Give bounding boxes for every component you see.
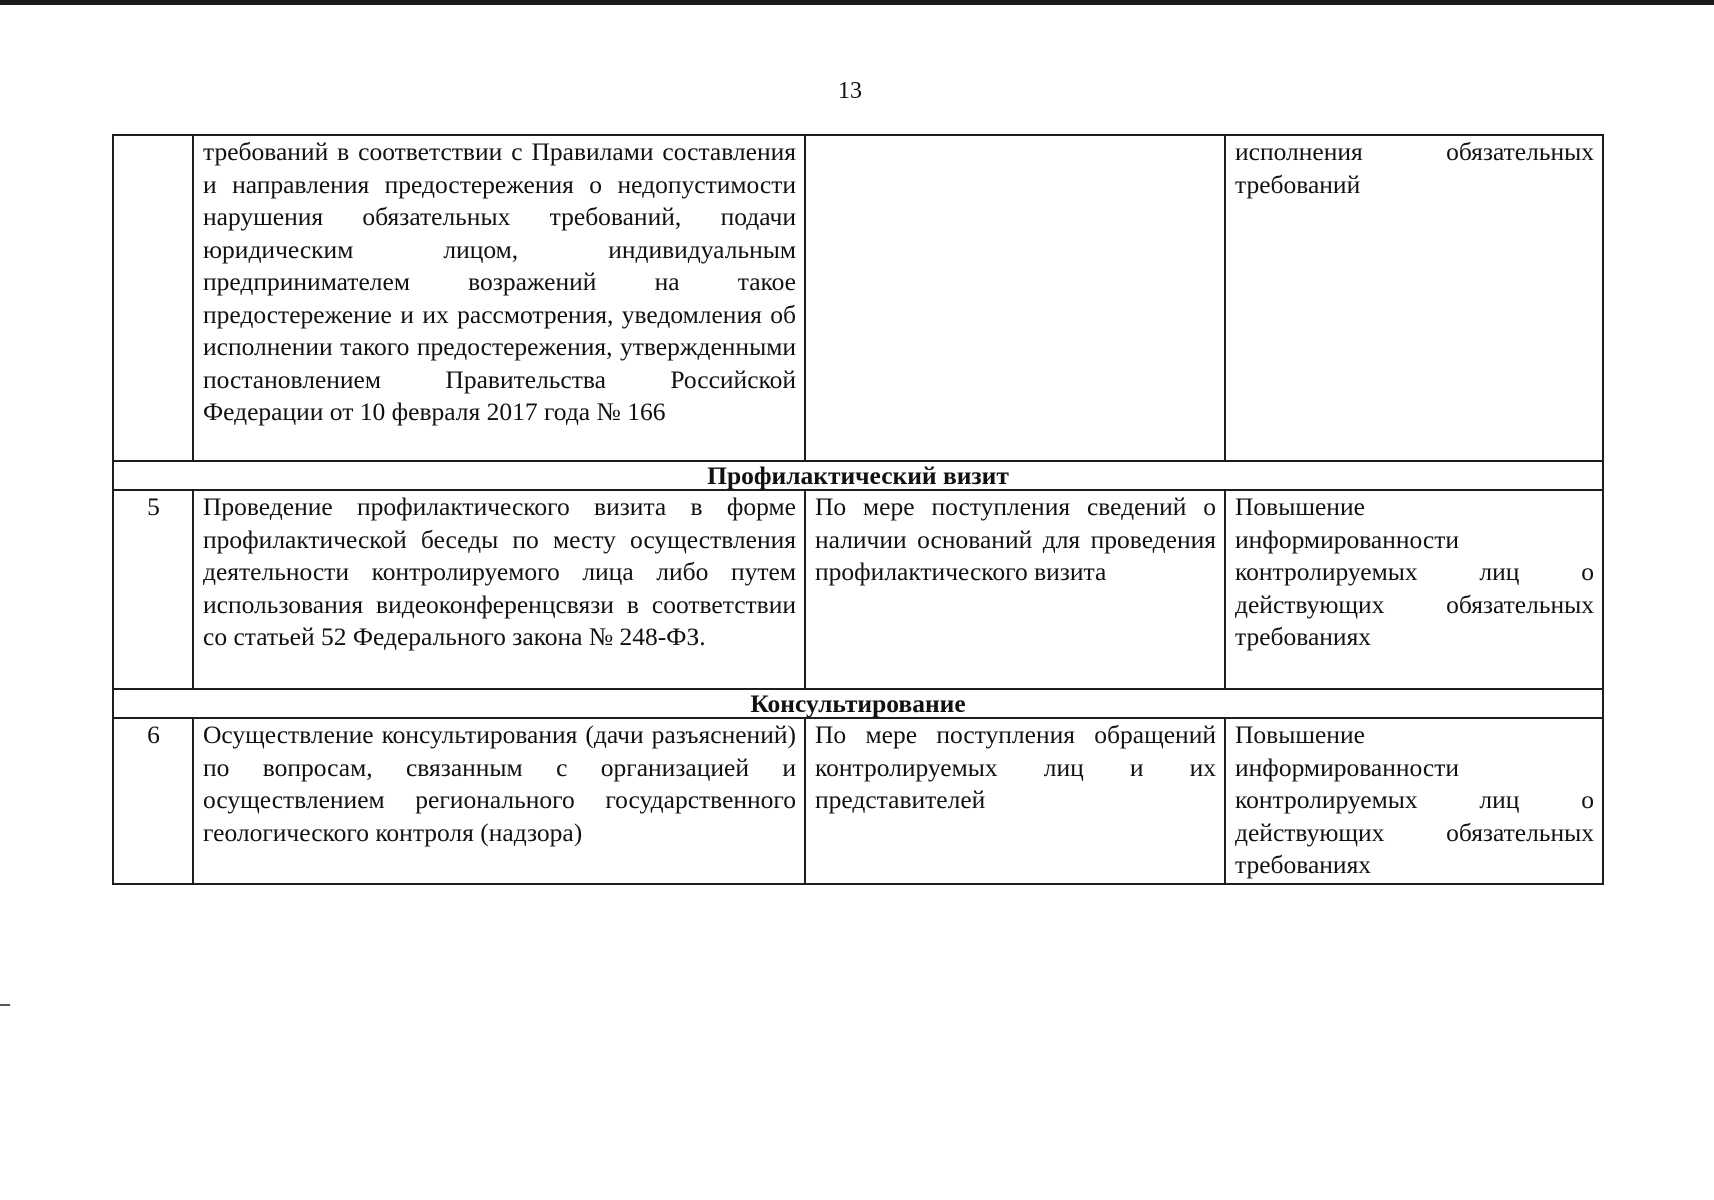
row-number-cell: 6 [113, 718, 193, 884]
description-cell: Проведение профилактического визита в форме профилактической беседы по месту осуществления деятельности контролируемого лица либо путем использования видеоконференцсвязи в соответствии со статьей 52 Федерального закона № 248-ФЗ. [193, 490, 805, 689]
result-cell: исполнения обязательных требований [1225, 135, 1603, 461]
table-row [113, 135, 1603, 461]
scan-top-edge [0, 0, 1714, 5]
table-row [113, 490, 1603, 689]
section-header-row [113, 461, 1603, 490]
timing-cell [805, 135, 1225, 461]
section-title: Консультирование [113, 689, 1603, 718]
description-cell: требований в соответствии с Правилами составления и направления предостережения о недопустимости нарушения обязательных требований, подачи юридическим лицом, индивидуальным предпринимателем возражений на такое предостережение и их рассмотрения, уведомления об исполнении такого предостережения, утвержденными постановлением Правительства Российской Федерации от 10 февраля 2017 года № 166 [193, 135, 805, 461]
section-header-row [113, 689, 1603, 718]
result-cell: Повышение информированности контролируемых лиц о действующих обязательных требованиях [1225, 490, 1603, 689]
measures-table [112, 134, 1604, 885]
description-cell: Осуществление консультирования (дачи разъяснений) по вопросам, связанным с организацией и осуществлением регионального государственного геологического контроля (надзора) [193, 718, 805, 884]
page-number: 13 [838, 78, 862, 104]
timing-cell: По мере поступления сведений о наличии оснований для проведения профилактического визита [805, 490, 1225, 689]
scan-margin-mark [0, 1004, 10, 1006]
table-row [113, 718, 1603, 884]
row-number-cell: 5 [113, 490, 193, 689]
row-number-cell [113, 135, 193, 461]
section-title: Профилактический визит [113, 461, 1603, 490]
timing-cell: По мере поступления обращений контролируемых лиц и их представителей [805, 718, 1225, 884]
result-cell: Повышение информированности контролируемых лиц о действующих обязательных требованиях [1225, 718, 1603, 884]
